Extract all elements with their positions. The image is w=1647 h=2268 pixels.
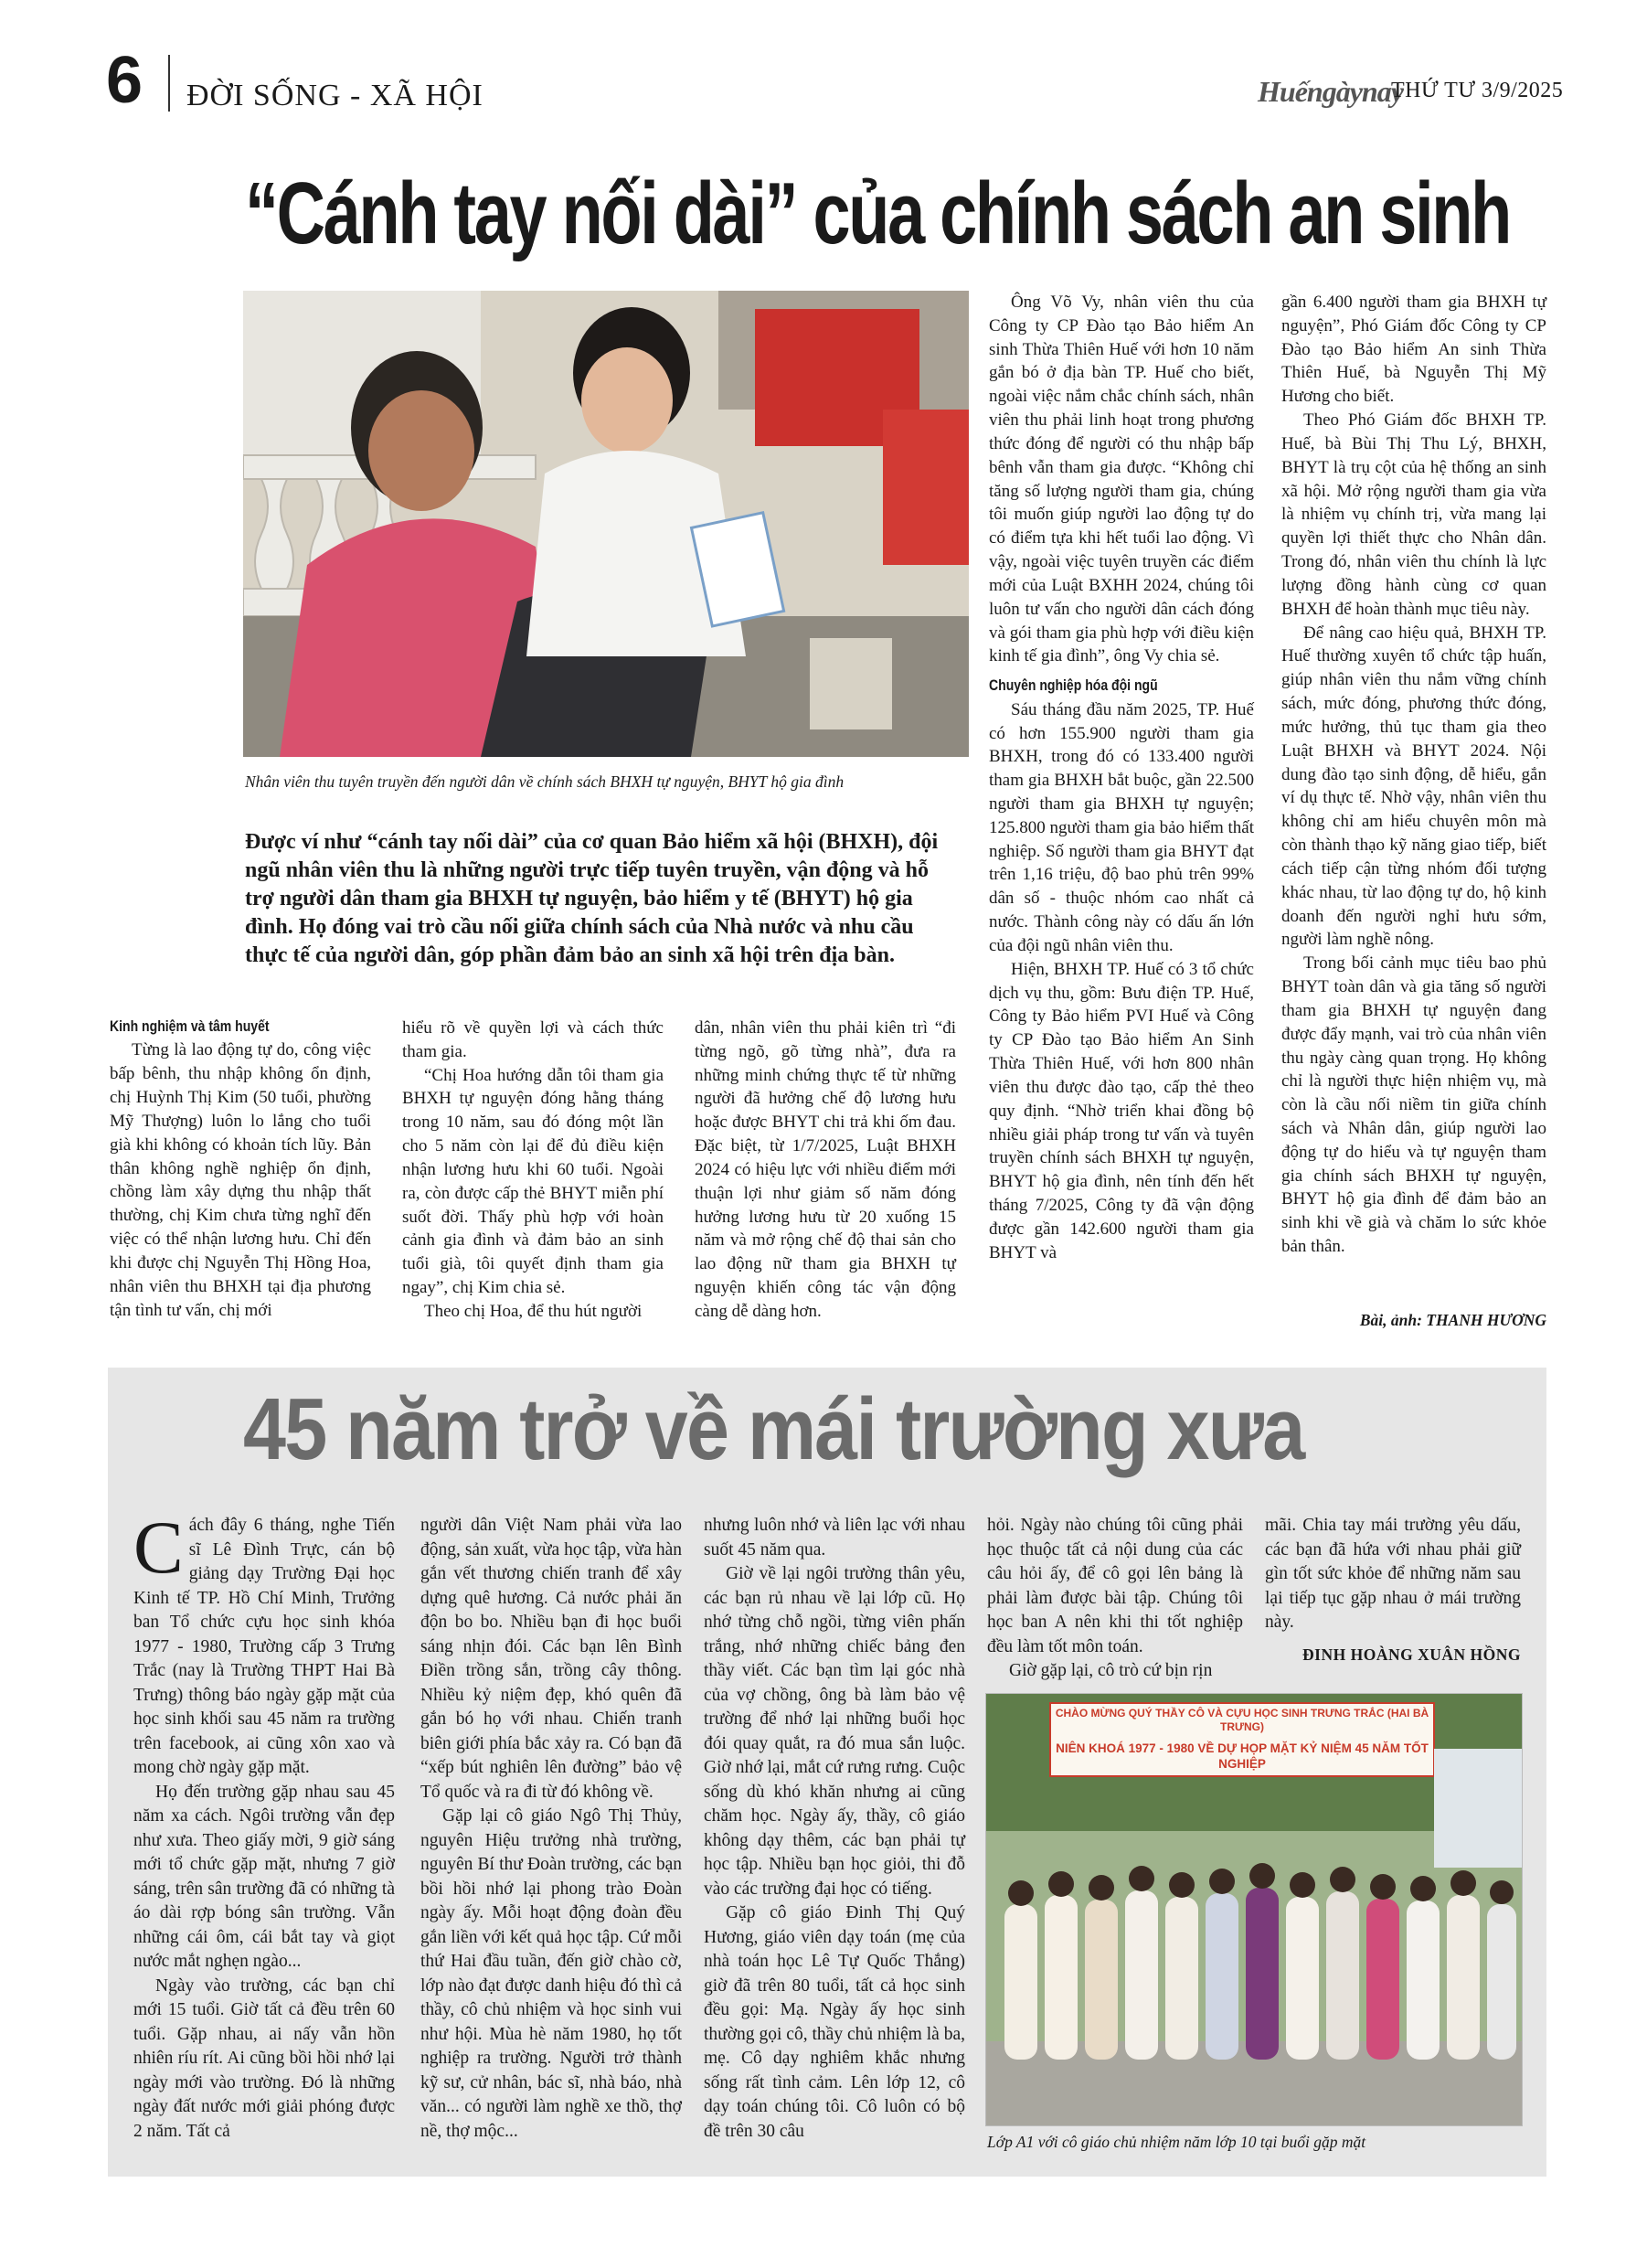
paragraph: Ông Võ Vy, nhân viên thu của Công ty CP Đào tạo Bảo hiểm An sinh Thừa Thiên Huế với hơn 10 năm gắn bó ở địa bàn TP. Huế cho biết, ngoài việc nắm chắc chính sách, nhân viên thu phải linh hoạt trong phương thức đóng để người có thu nhập bấp bênh vẫn tham gia được. “Không chỉ tăng số lượng người tham gia, chúng tôi muốn giúp người lao động tự do có điểm tựa khi hết tuổi lao động. Vì vậy, ngoài việc tuyên truyền các điểm mới của Luật BXHH 2024, chúng tôi luôn tư vấn cho người dân cách đóng và gói tham gia phù hợp với điều kiện kinh tế gia đình”, ông Vy chia sẻ. bbox=[989, 293, 1254, 666]
paragraph: Hiện, BHXH TP. Huế có 3 tổ chức dịch vụ thu, gồm: Bưu điện TP. Huế, Công ty Bảo hiểm PVI Huế và Công ty CP Đào tạo Bảo hiểm An Sinh Thừa Thiên Huế, với hơn 800 nhân viên thu được đào tạo, cấp thẻ theo quy định. “Nhờ triển khai đồng bộ nhiều giải pháp trong tư vấn và tuyên truyền chính sách BHXH tự nguyện, BHYT hộ gia đình, nên tính đến hết tháng 7/2025, Công ty đã vận động được gần 142.600 người tham gia BHYT và bbox=[989, 959, 1254, 1262]
issue-date: THỨ TƯ 3/9/2025 bbox=[1391, 79, 1564, 102]
article1-photo-caption: Nhân viên thu tuyên truyền đến người dân về chính sách BHXH tự nguyện, BHYT hộ gia đình bbox=[245, 772, 845, 791]
article2-column-1 bbox=[133, 1506, 395, 2144]
reunion-banner bbox=[1050, 1707, 1434, 1773]
article1-column-2 bbox=[402, 1017, 664, 1324]
article1-column-1 bbox=[110, 1017, 371, 1322]
subhead-professional: Chuyên nghiệp hóa đội ngũ bbox=[989, 677, 1158, 695]
paragraph: Ngày vào trường, các bạn chỉ mới 15 tuổi. Giờ tất cả đều trên 60 tuổi. Gặp nhau, ai nấy vẫn hồn nhiên ríu rít. Ai cũng bồi hồi nhớ lại ngày mới vào trường. Đó là những ngày đất nước mới giải phóng được 2 năm. Tất cả bbox=[133, 1975, 395, 2141]
section-name: ĐỜI SỐNG - XÃ HỘI bbox=[186, 79, 483, 112]
paragraph: gần 6.400 người tham gia BHXH tự nguyện”, Phó Giám đốc Công ty CP Đào tạo Bảo hiểm An sinh Thừa Thiên Huế, bà Nguyễn Thị Mỹ Hương cho biết. bbox=[1281, 293, 1546, 407]
paragraph: “Chị Hoa hướng dẫn tôi tham gia BHXH tự nguyện đóng hằng tháng trong 10 năm, sau đó đóng một lần cho 5 năm còn lại để đủ điều kiện nhận lương hưu khi 60 tuổi. Ngoài ra, còn được cấp thẻ BHYT miễn phí suốt đời. Thấy phù hợp với hoàn cảnh gia đình và đảm bảo an sinh tuổi già, tôi quyết định tham gia ngay”, chị Kim chia sẻ. bbox=[402, 1065, 664, 1298]
paragraph: Gặp lại cô giáo Ngô Thị Thủy, nguyên Hiệu trưởng nhà trường, nguyên Bí thư Đoàn trường, các bạn bồi hồi nhớ lại phong trào Đoàn ngày ấy. Mỗi hoạt động đoàn đều gắn liền với kết quả học tập. Cứ mỗi thứ Hai đầu tuần, đến giờ chào cờ, lớp nào đạt được danh hiệu đó thì cả thầy, cô chủ nhiệm và học sinh vui như hội. Mùa hè năm 1980, họ tốt nghiệp ra trường. Người trở thành kỹ sư, cử nhân, bác sĩ, nhà báo, nhà văn... có người làm nghề xe thồ, thợ nề, thợ mộc... bbox=[420, 1806, 682, 2141]
paragraph: hiểu rõ về quyền lợi và cách thức tham gia. bbox=[402, 1018, 664, 1061]
paragraph: Theo chị Hoa, để thu hút người bbox=[424, 1301, 643, 1321]
paragraph: dân, nhân viên thu phải kiên trì “đi từng ngõ, gõ từng nhà”, đưa ra những minh chứng thực tế từ những người đã hưởng chế độ lương hưu hoặc được BHYT chi trả khi ốm đau. Đặc biệt, từ 1/7/2025, Luật BHXH 2024 có hiệu lực với nhiều điểm mới thuận lợi như giảm số năm đóng hưởng lương hưu từ 20 xuống 15 năm và mở rộng chế độ thai sản cho lao động nữ tham gia BHXH tự nguyện khiến công tác vận động càng dễ dàng hơn. bbox=[695, 1018, 956, 1321]
article1-column-3 bbox=[695, 1017, 956, 1324]
article1-column-4 bbox=[989, 291, 1254, 1265]
paragraph: Trong bối cảnh mục tiêu bao phủ BHYT toàn dân và gia tăng số người tham gia BHXH tự nguyện đang được đẩy mạnh, vai trò của nhân viên thu ngày càng quan trọng. Họ không chỉ là người thực hiện nhiệm vụ, mà còn là cầu nối niềm tin giữa chính sách và Nhân dân, giúp người lao động tự do hiểu và tự nguyện tham gia chính sách BHXH tự nguyện, BHYT hộ gia đình để đảm bảo an sinh khi về già và chăm lo sức khỏe bản thân. bbox=[1281, 953, 1546, 1257]
paragraph: Theo Phó Giám đốc BHXH TP. Huế, bà Bùi Thị Thu Lý, BHXH, BHYT là trụ cột của hệ thống an sinh xã hội. Mở rộng người tham gia vừa là nhiệm vụ chính trị, vừa mang lại quyền lợi thiết thực cho Nhân dân. Trong đó, nhân viên thu chính là lực lượng đồng hành cùng cơ quan BHXH để hoàn thành mục tiêu này. bbox=[1281, 410, 1546, 619]
article1-column-5 bbox=[1281, 291, 1546, 1259]
header-divider bbox=[168, 55, 170, 112]
banner-line-2: NIÊN KHOÁ 1977 - 1980 VỀ DỰ HỌP MẶT KỶ NIỆM 45 NĂM TỐT NGHIỆP bbox=[1056, 1741, 1429, 1771]
paragraph: Giờ gặp lại, cô trò cứ bịn rịn bbox=[1009, 1661, 1213, 1681]
paragraph: Từng là lao động tự do, công việc bấp bênh, thu nhập không ổn định, chị Huỳnh Thị Kim (50 tuổi, phường Mỹ Thượng) luôn lo lắng cho tuổi già khi không có khoản tích lũy. Bản thân không nghề nghiệp ổn định, chồng làm xây dựng thu nhập thất thường, chị Kim chưa từng nghĩ đến việc có thể nhận lương hưu. Chỉ đến khi được chị Nguyễn Thị Hồng Hoa, nhân viên thu BHXH tại địa phương tận tình tư vấn, chị mới bbox=[110, 1040, 371, 1320]
article2-column-2 bbox=[420, 1514, 682, 2144]
paragraph: Giờ về lại ngôi trường thân yêu, các bạn rủ nhau về lại lớp cũ. Họ nhớ từng chỗ ngồi, từng viên phấn trắng, nhớ những chiếc bảng đen thầy viết. Các bạn tìm lại góc nhà của vợ chồng, ông bà làm bảo vệ trường để nhớ lại những buổi học đói quay quắt, ra đó mua sắn luộc. Giờ nhớ lại, mắt cứ rưng rưng. Cuộc sống dù khó khăn nhưng ai cũng chăm học. Ngày ấy, thầy, cô giáo không dạy thêm, các bạn phải tự học tập. Nhiều bạn học giỏi, thi đỗ vào các trường đại học có tiếng. bbox=[704, 1564, 965, 1899]
paragraph: Sáu tháng đầu năm 2025, TP. Huế có hơn 155.900 người tham gia BHXH, trong đó có 133.400 người tham gia BHXH bắt buộc, gần 22.500 người tham gia BHXH tự nguyện; 125.800 người tham gia bảo hiểm thất nghiệp. Số người tham gia BHYT đạt trên 1,16 triệu, độ bao phủ trên 99% dân số - thuộc nhóm cao nhất cả nước. Thành công này có dấu ấn lớn của đội ngũ nhân viên thu. bbox=[989, 699, 1254, 955]
article2-photo bbox=[985, 1693, 1523, 2126]
article1-photo bbox=[243, 291, 969, 757]
banner-line-1: CHÀO MỪNG QUÝ THẦY CÔ VÀ CỰU HỌC SINH TRƯNG TRẮC (HAI BÀ TRƯNG) bbox=[1055, 1707, 1429, 1733]
article2-title: 45 năm trở về mái trường xưa bbox=[243, 1380, 1304, 1478]
article2-column-3 bbox=[704, 1514, 965, 2144]
page-number: 6 bbox=[106, 44, 143, 117]
newspaper-logo: Huếngàynay bbox=[1258, 75, 1403, 108]
article1-byline: Bài, ảnh: THANH HƯƠNG bbox=[1359, 1311, 1546, 1329]
paragraph: mãi. Chia tay mái trường yêu dấu, các bạn đã hứa với nhau phải giữ gìn tốt sức khỏe để những năm sau lại tiếp tục gặp nhau ở mái trường này. bbox=[1265, 1516, 1521, 1633]
paragraph: Để nâng cao hiệu quả, BHXH TP. Huế thường xuyên tổ chức tập huấn, giúp nhân viên thu nắm vững chính sách, mức đóng, phương thức đóng, mức hưởng, thủ tục tham gia theo Luật BHXH và BHYT 2024. Nội dung đào tạo sinh động, dễ hiểu, gắn ví dụ thực tế. Nhờ vậy, nhân viên thu không chỉ am hiểu chuyên môn mà còn thành thạo kỹ năng giao tiếp, biết cách tiếp cận từng nhóm đối tượng khác nhau, từ lao động tự do, hộ kinh doanh đến người nghỉ hưu sớm, người làm nghề nông. bbox=[1281, 623, 1546, 950]
paragraph: nhưng luôn nhớ và liên lạc với nhau suốt 45 năm qua. bbox=[704, 1516, 965, 1560]
paragraph: hỏi. Ngày nào chúng tôi cũng phải học thuộc tất cả nội dung của các câu hỏi ấy, để cô gọi lên bảng là phải làm được bài tập. Chúng tôi học ban A nên khi thi tốt nghiệp đều làm tốt môn toán. bbox=[987, 1516, 1243, 1656]
paragraph: Họ đến trường gặp nhau sau 45 năm xa cách. Ngôi trường vẫn đẹp như xưa. Theo giấy mời, 9 giờ sáng mới tổ chức gặp mặt, nhưng 7 giờ sáng, trên sân trường đã có những tà áo dài rợp bóng sân trường. Vẫn những cái ôm, cái bắt tay và giọt nước mắt nghẹn ngào... bbox=[133, 1782, 395, 1972]
subhead-experience: Kinh nghiệm và tâm huyết bbox=[110, 1018, 270, 1035]
article2-byline: ĐINH HOÀNG XUÂN HỒNG bbox=[1302, 1645, 1521, 1664]
drop-cap: C bbox=[133, 1506, 184, 1589]
article1-title: “Cánh tay nối dài” của chính sách an sinh bbox=[245, 165, 1510, 262]
article1-lead: Được ví như “cánh tay nối dài” của cơ quan Bảo hiểm xã hội (BHXH), đội ngũ nhân viên thu là những người trực tiếp tuyên truyền, vận động và hỗ trợ người dân tham gia BHXH tự nguyện, bảo hiểm y tế (BHYT) hộ gia đình. Họ đóng vai trò cầu nối giữa chính sách của Nhà nước và nhu cầu thực tế của người dân, góp phần đảm bảo an sinh xã hội trên địa bàn. bbox=[245, 830, 939, 967]
photo-illustration-icon bbox=[243, 291, 969, 757]
paragraph: Gặp cô giáo Đinh Thị Quý Hương, giáo viên dạy toán (mẹ của nhà toán học Lê Tự Quốc Thắng) giờ đã trên 80 tuổi, tất cả học sinh đều gọi: Mạ. Ngày ấy học sinh thường gọi cô, thầy chủ nhiệm là ba, mẹ. Cô dạy nghiêm khắc nhưng sống rất tình cảm. Lên lớp 12, cô dạy toán chúng tôi. Cô luôn có bộ đề trên 30 câu bbox=[704, 1903, 965, 2141]
article2-photo-caption: Lớp A1 với cô giáo chủ nhiệm năm lớp 10 tại buổi gặp mặt bbox=[987, 2133, 1366, 2151]
paragraph: Cách đây 6 tháng, nghe Tiến sĩ Lê Đình Trực, cán bộ giảng dạy Trường Đại học Kinh tế TP. Hồ Chí Minh, Trưởng ban Tổ chức cựu học sinh khóa 1977 - 1980, Trường cấp 3 Trưng Trắc (nay là Trường THPT Hai Bà Trưng) thông báo ngày gặp mặt của học sinh khối sau 45 năm ra trường trên facebook, ai cũng xôn xao và mong chờ ngày gặp mặt. bbox=[133, 1506, 395, 1778]
article2-column-5 bbox=[1265, 1514, 1521, 1635]
paragraph: người dân Việt Nam phải vừa lao động, sản xuất, vừa học tập, vừa hàn gắn vết thương chiến tranh để xây dựng quê hương. Cả nước phải ăn độn bo bo. Nhiều bạn đi học buổi sáng nhịn đói. Các bạn lên Bình Điền trồng sắn, trồng cây thông. Nhiều kỷ niệm đẹp, khó quên đã gắn bó họ với nhau. Chiến tranh biên giới phía bắc xảy ra. Có bạn đã “xếp bút nghiên lên đường” bảo vệ Tổ quốc và ra đi từ đó không về. bbox=[420, 1516, 682, 1802]
